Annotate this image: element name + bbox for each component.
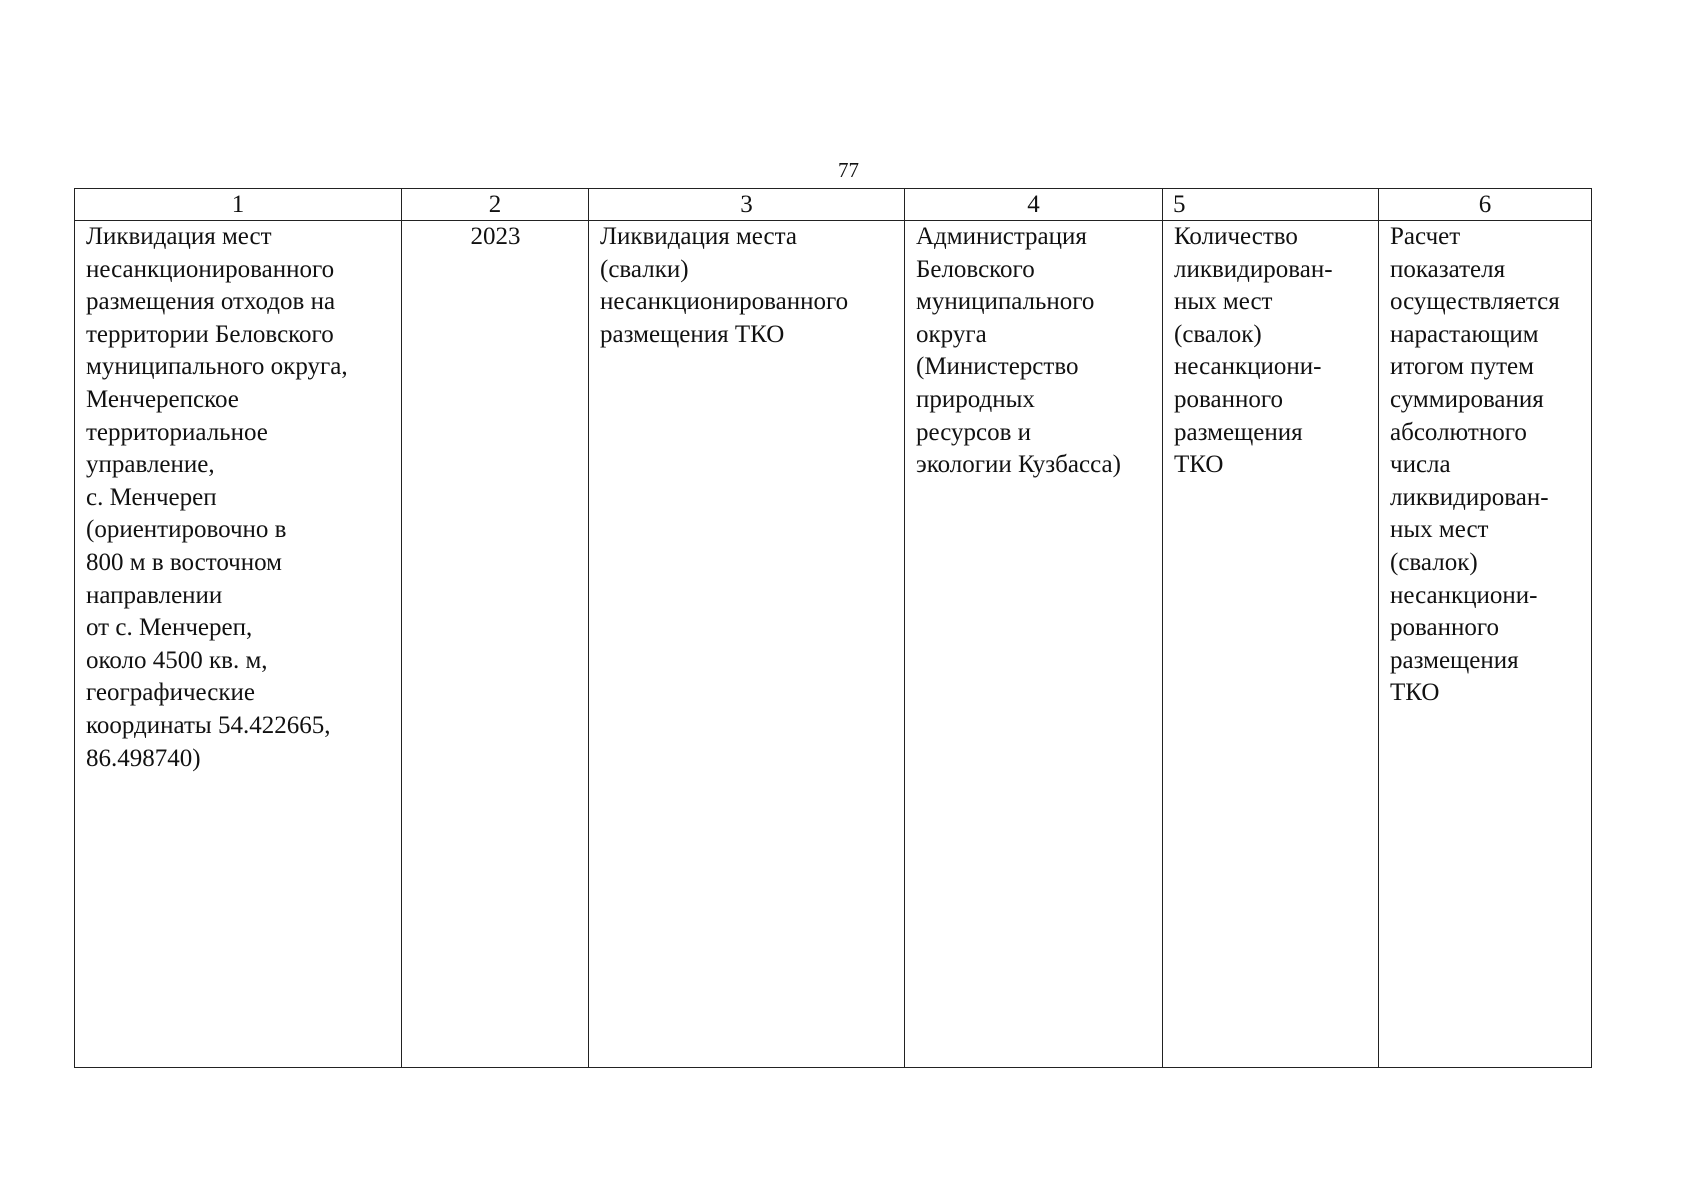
cell-object: Ликвидация мест несанкционированного размещения отходов на территории Беловского муниципального округа, Менчерепское территориальное управление, с. Менчереп (ориентировочно в 800 м в восточном направлении от с. Менчереп, около 4500 кв. м, географические координаты 54.422665, 86.498740) — [75, 221, 402, 1068]
header-col-6: 6 — [1379, 189, 1592, 221]
header-col-4: 4 — [905, 189, 1163, 221]
header-col-5: 5 — [1163, 189, 1379, 221]
cell-measure: Ликвидация места (свалки) несанкционированного размещения ТКО — [589, 221, 905, 1068]
table-row — [75, 221, 1592, 1068]
table-header-row — [75, 189, 1592, 221]
cell-responsible: Администрация Беловского муниципального округа (Министерство природных ресурсов и экологии Кузбасса) — [905, 221, 1163, 1068]
cell-year: 2023 — [402, 221, 589, 1068]
header-col-1: 1 — [75, 189, 402, 221]
cell-indicator: Количество ликвидирован- ных мест (свалок) несанкциони- рованного размещения ТКО — [1163, 221, 1379, 1068]
header-col-3: 3 — [589, 189, 905, 221]
cell-calculation: Расчет показателя осуществляется нарастающим итогом путем суммирования абсолютного числа ликвидирован- ных мест (свалок) несанкциони- рованного размещения ТКО — [1379, 221, 1592, 1068]
data-table — [74, 188, 1592, 1068]
header-col-2: 2 — [402, 189, 589, 221]
page-number: 77 — [838, 158, 859, 182]
